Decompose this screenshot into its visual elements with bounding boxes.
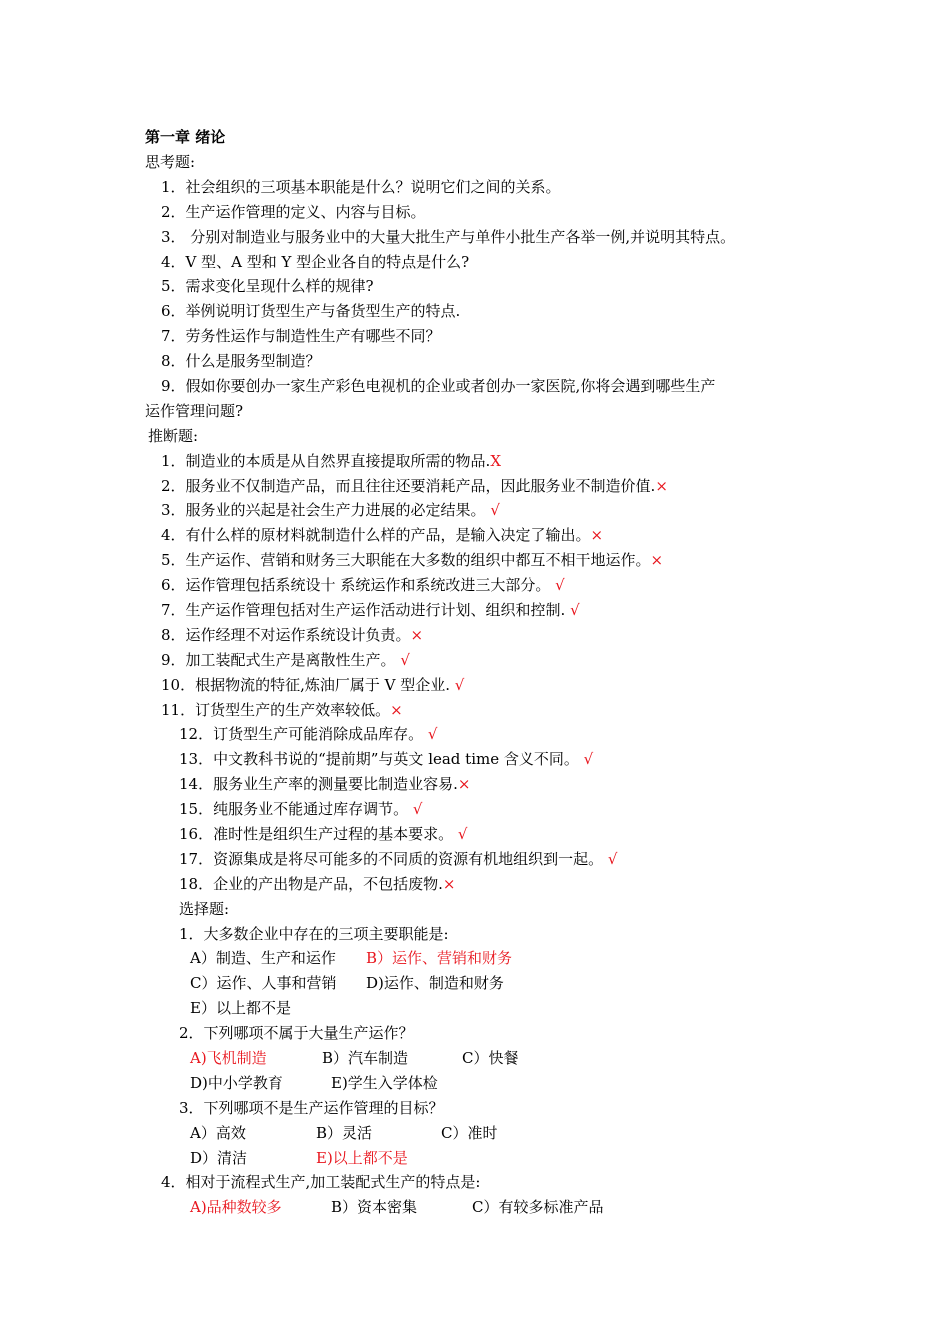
think-heading: 思考题:	[145, 153, 196, 171]
judge-item: 16．准时性是组织生产过程的基本要求。 √	[179, 825, 468, 843]
think-item: 3． 分别对制造业与服务业中的大量大批生产与单件小批生产各举一例,并说明其特点。	[161, 228, 736, 246]
judge-item: 6．运作管理包括系统设十 系统运作和系统改进三大部分。 √	[161, 576, 565, 594]
choice-heading: 选择题:	[179, 900, 230, 918]
judge-item: 18．企业的产出物是产品，不包括废物.×	[179, 875, 456, 893]
judge-item: 15．纯服务业不能通过库存调节。 √	[179, 800, 423, 818]
answer-mark: X	[490, 452, 502, 470]
judge-item: 17．资源集成是将尽可能多的不同质的资源有机地组织到一起。 √	[179, 850, 618, 868]
choice-option-answer: B）运作、营销和财务	[366, 949, 513, 967]
answer-mark: ×	[457, 775, 471, 793]
judge-item: 4．有什么样的原材料就制造什么样的产品，是输入决定了输出。×	[161, 526, 604, 544]
choice-option: D)运作、制造和财务	[366, 974, 504, 992]
choice-option: E)学生入学体检	[331, 1074, 438, 1092]
judge-item: 5．生产运作、营销和财务三大职能在大多数的组织中都互不相干地运作。×	[161, 551, 664, 569]
choice-question: 2．下列哪项不属于大量生产运作？	[179, 1024, 414, 1042]
choice-option: C）有较多标准产品	[472, 1198, 604, 1216]
judge-item: 1．制造业的本质是从自然界直接提取所需的物品.X	[161, 452, 502, 470]
judge-item: 14．服务业生产率的测量要比制造业容易.×	[179, 775, 471, 793]
judge-item: 10．根据物流的特征,炼油厂属于 V 型企业. √	[161, 676, 465, 694]
answer-mark: ×	[590, 526, 604, 544]
choice-option-answer: E)以上都不是	[316, 1149, 408, 1167]
judge-item: 2．服务业不仅制造产品，而且往往还要消耗产品，因此服务业不制造价值.×	[161, 477, 668, 495]
judge-item: 13．中文教科书说的“提前期”与英文 lead time 含义不同。 √	[179, 750, 594, 768]
answer-mark: ×	[410, 626, 424, 644]
judge-item: 7．生产运作管理包括对生产运作活动进行计划、组织和控制. √	[161, 601, 580, 619]
choice-option: D)中小学教育	[190, 1074, 283, 1092]
answer-mark: √	[485, 501, 500, 519]
choice-option: A）制造、生产和运作	[190, 949, 336, 967]
answer-mark: √	[603, 850, 618, 868]
answer-mark: √	[450, 676, 465, 694]
answer-mark: ×	[442, 875, 456, 893]
choice-question: 3．下列哪项不是生产运作管理的目标？	[179, 1099, 444, 1117]
think-item: 9．假如你要创办一家生产彩色电视机的企业或者创办一家医院,你将会遇到哪些生产	[161, 377, 716, 395]
choice-option: C）运作、人事和营销	[190, 974, 337, 992]
think-item-continued: 运作管理问题?	[145, 402, 244, 420]
choice-option: A）高效	[190, 1124, 246, 1142]
choice-option: B）灵活	[316, 1124, 373, 1142]
choice-option: D）清洁	[190, 1149, 248, 1167]
choice-option: B）汽车制造	[322, 1049, 409, 1067]
think-item: 6．举例说明订货型生产与备货型生产的特点.	[161, 302, 461, 320]
judge-item: 8．运作经理不对运作系统设计负责。×	[161, 626, 424, 644]
think-item: 4．V 型、A 型和 Y 型企业各自的特点是什么?	[161, 253, 470, 271]
answer-mark: √	[565, 601, 580, 619]
answer-mark: √	[453, 825, 468, 843]
choice-question: 1．大多数企业中存在的三项主要职能是:	[179, 925, 449, 943]
answer-mark: √	[578, 750, 594, 768]
answer-mark: √	[408, 800, 423, 818]
answer-mark: ×	[390, 701, 403, 719]
judge-item: 11．订货型生产的生产效率较低。×	[161, 701, 403, 719]
choice-option-answer: A)飞机制造	[190, 1049, 267, 1067]
answer-mark: ×	[655, 477, 668, 495]
judge-item: 9．加工装配式生产是离散性生产。 √	[161, 651, 410, 669]
choice-question: 4．相对于流程式生产,加工装配式生产的特点是:	[161, 1173, 481, 1191]
choice-option: C）准时	[441, 1124, 498, 1142]
answer-mark: √	[423, 725, 438, 743]
judge-item: 3．服务业的兴起是社会生产力进展的必定结果。 √	[161, 501, 500, 519]
chapter-title: 第一章 绪论	[145, 128, 226, 146]
think-item: 5．需求变化呈现什么样的规律?	[161, 277, 374, 295]
judge-item: 12．订货型生产可能消除成品库存。 √	[179, 725, 438, 743]
choice-option: E）以上都不是	[190, 999, 291, 1017]
think-item: 8．什么是服务型制造？	[161, 352, 321, 370]
answer-mark: √	[395, 651, 410, 669]
choice-option: B）资本密集	[331, 1198, 418, 1216]
choice-option-answer: A)品种数较多	[190, 1198, 282, 1216]
choice-option: C）快餐	[462, 1049, 519, 1067]
answer-mark: √	[550, 576, 565, 594]
judge-heading: 推断题:	[148, 427, 199, 445]
answer-mark: ×	[650, 551, 664, 569]
think-item: 7．劳务性运作与制造性生产有哪些不同？	[161, 327, 441, 345]
think-item: 1．社会组织的三项基本职能是什么？说明它们之间的关系。	[161, 178, 561, 196]
think-item: 2．生产运作管理的定义、内容与目标。	[161, 203, 426, 221]
